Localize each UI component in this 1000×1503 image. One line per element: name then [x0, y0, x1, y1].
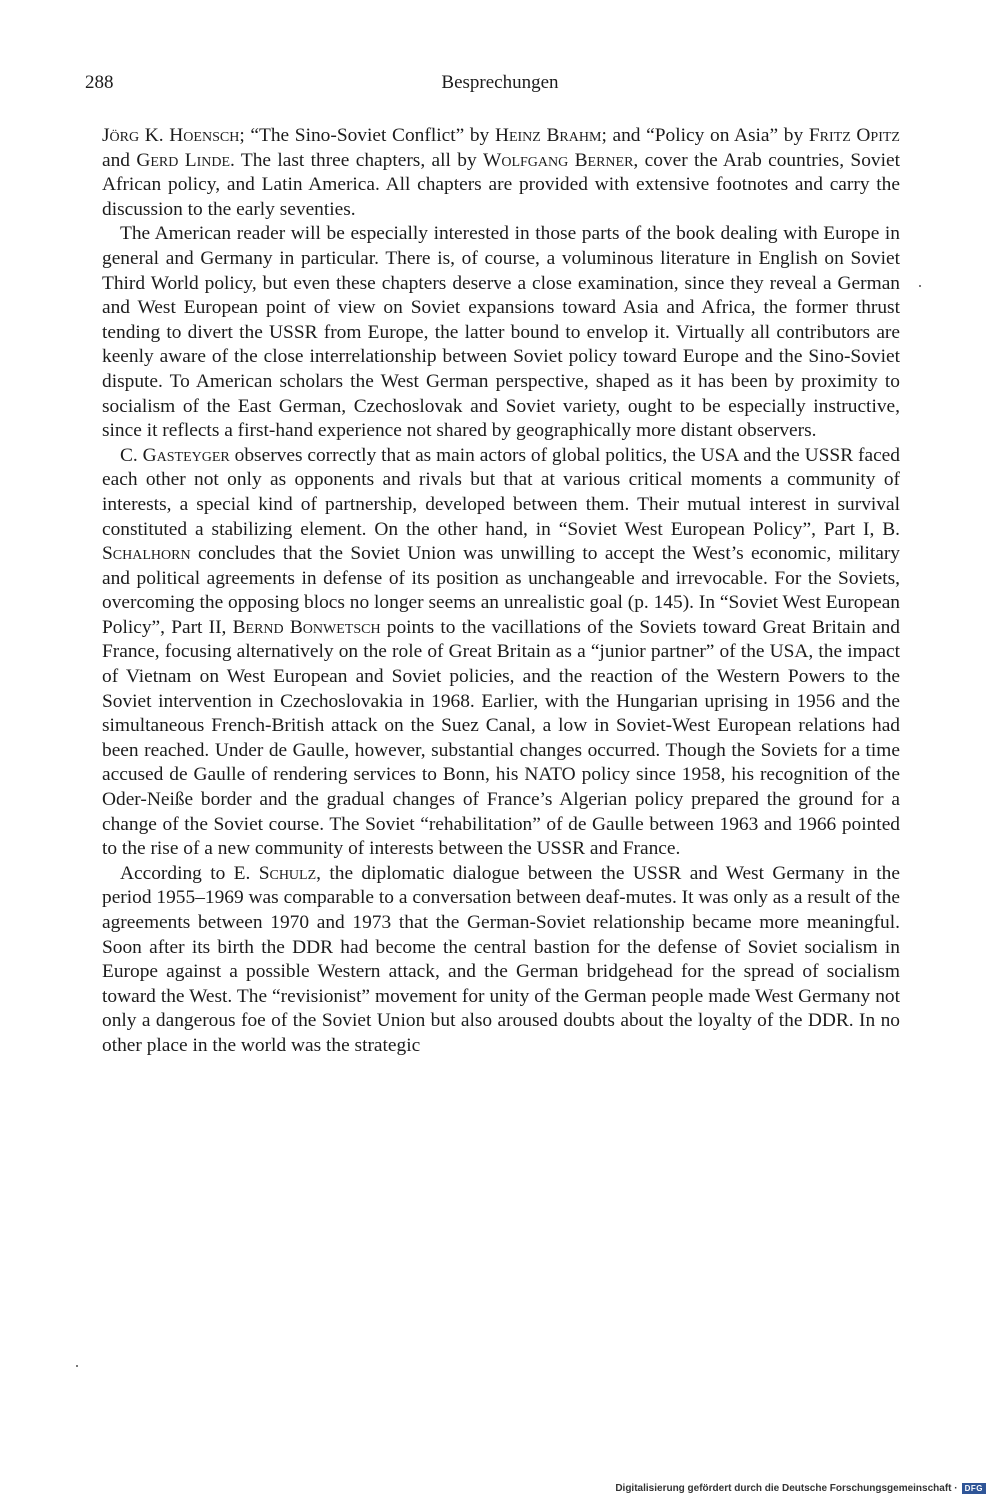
- author-name: Bernd Bonwetsch: [232, 616, 381, 638]
- author-name: Gasteyger: [142, 444, 230, 466]
- text-run: concludes that the Soviet Union was unwilling to accept the West’s economic, military and political agreements in defense of its position as unchangeable and irrevocable. For the Soviets, overcoming the opposing blocs no longer seems an unrealistic goal (p. 145). In “Soviet West European Policy”, Part II,: [102, 543, 900, 638]
- author-name: Jörg K. Hoensch: [102, 125, 240, 146]
- paragraph-2: The American reader will be especially interested in those parts of the book dealing with Europe in general and Germany in particular. There is, of course, a voluminous literature in English on Soviet Third World policy, but even these chapters deserve a close examination, since they reveal a German and West European point of view on Soviet expansions toward Asia and Africa, the former thrust tending to divert the USSR from Europe, the latter bound to envelop it. Virtually all contributors are keenly aware of the close interrelationship between Soviet policy toward Europe and the Sino-Soviet dispute. To American scholars the West German perspective, shaped as it has been by proximity to socialism of the East German, Czechoslovak and Soviet variety, ought to be especially instructive, since it reflects a first-hand experience not shared by geographically more distant observers.: [102, 223, 900, 442]
- author-name: Schalhorn: [102, 543, 191, 565]
- text-run: ; and “Policy on Asia” by: [601, 125, 809, 146]
- text-block: [102, 124, 900, 1059]
- digitization-footer: [615, 1483, 986, 1494]
- running-head: Besprechungen: [441, 72, 559, 93]
- text-run: ; “The Sino-Soviet Conflict” by: [239, 125, 495, 146]
- paragraph-4: [102, 862, 900, 1059]
- text-run: According to E.: [120, 862, 259, 884]
- margin-mark: [76, 1365, 78, 1367]
- text-run: C.: [120, 444, 143, 466]
- text-run: and: [102, 149, 137, 171]
- text-run: points to the vacillations of the Soviets toward Great Britain and France, focusing alternatively on the role of Great Britain as a “junior partner” of the USA, the impact of Vietnam on West European and Soviet policies, and the reaction of the Western Powers to the Soviet intervention in Czechoslovakia in 1968. Earlier, with the Hungarian uprising in 1956 and the simultaneous French-British attack on the Suez Canal, a low in Soviet-West European relations had been reached. Under de Gaulle, however, substantial changes occurred. Though the Soviets for a time accused de Gaulle of rendering services to Bonn, his NATO policy since 1958, his recognition of the Oder-Neiße border and the gradual changes of France’s Algerian policy prepared the ground for a change of the Soviet course. The Soviet “rehabilitation” of de Gaulle between 1963 and 1966 pointed to the rise of a new community of interests between the USSR and France.: [102, 616, 900, 860]
- author-name: Schulz: [258, 862, 317, 884]
- author-name: Heinz Brahm: [494, 125, 602, 146]
- author-name: Gerd Linde: [136, 149, 230, 171]
- text-run: , cover the Arab countries, Soviet African policy, and Latin America. All chapters are provided with extensive footnotes and carry the discussion to the early seventies.: [102, 149, 900, 220]
- author-name: Fritz Opitz: [808, 125, 900, 146]
- text-run: , the diplomatic dialogue between the USSR and West Germany in the period 1955–1969 was comparable to a conversation between deaf-mutes. It was only as a result of the agreements between 1970 and 1973 that the German-Soviet relationship became more meaningful. Soon after its birth the DDR had become the central bastion for the defense of Soviet socialism in Europe against a possible Western attack, and the German bridgehead for the spread of socialism toward the West. The “revisionist” movement for unity of the German people made West Germany not only a dangerous foe of the Soviet Union but also aroused doubts about the loyalty of the DDR. In no other place in the world was the strategic: [102, 862, 900, 1056]
- author-name: Wolfgang Berner: [483, 149, 634, 171]
- paragraph-3: [102, 444, 900, 862]
- digitization-credit: Digitalisierung gefördert durch die Deutsche Forschungsgemeinschaft ·: [615, 1483, 958, 1494]
- text-run: . The last three chapters, all by: [230, 149, 484, 171]
- margin-mark: [919, 285, 921, 287]
- page-number: 288: [85, 72, 114, 93]
- text-run: observes correctly that as main actors of global politics, the USA and the USSR faced each other not only as opponents and rivals but that at various critical moments a community of interests, a special kind of partnership, developed between them. Their mutual interest in survival constituted a stabilizing element. On the other hand, in “Soviet West European Policy”, Part I, B.: [102, 444, 900, 540]
- dfg-logo: DFG: [962, 1483, 986, 1494]
- paragraph-1: [102, 124, 900, 222]
